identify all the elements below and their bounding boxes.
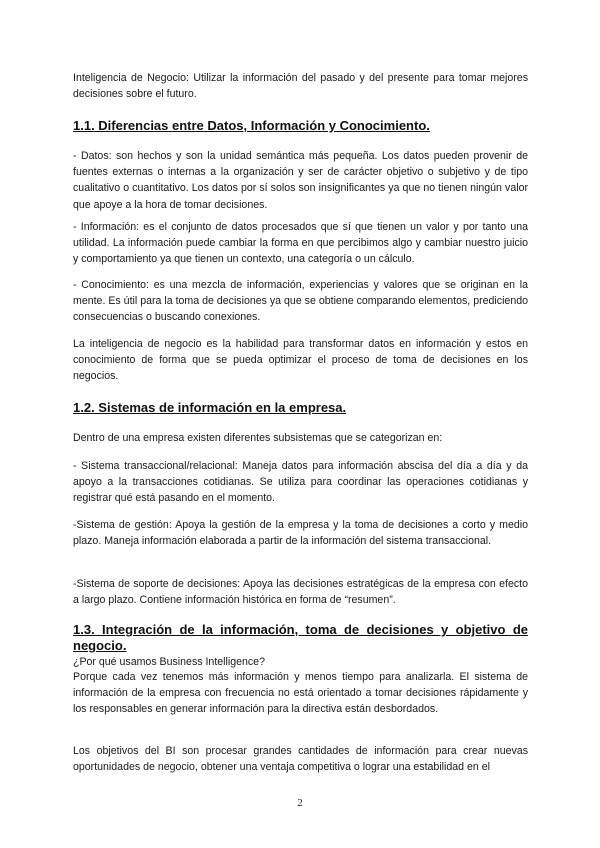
page-number: 2 xyxy=(297,797,303,809)
paragraph-soporte: -Sistema de soporte de decisiones: Apoya las decisiones estratégicas de la empresa con efecto a largo plazo. Contiene información histórica en forma de “resumen”. xyxy=(73,578,528,607)
paragraph-informacion: - Información: es el conjunto de datos procesados que sí que tienen un valor y por tanto una utilidad. La información puede cambiar la forma en que percibimos algo y cambiar nuestro juicio y comportamiento ya que tienen un contexto, una categoría o un cálculo. xyxy=(73,221,528,266)
bi-question: ¿Por qué usamos Business Intelligence? xyxy=(73,656,265,668)
paragraph-subsistemas: Dentro de una empresa existen diferentes subsistemas que se categorizan en: xyxy=(73,432,443,444)
paragraph-transaccional: - Sistema transaccional/relacional: Maneja datos para información abscisa del día a día y da apoyo a la transacciones cotidianas. Se utiliza para coordinar las operaciones cotidianas y registrar qué está pasando en el momento. xyxy=(73,460,528,505)
intro-paragraph: Inteligencia de Negocio: Utilizar la información del pasado y del presente para tomar mejores decisiones sobre el futuro. xyxy=(73,72,528,101)
heading-1-3: 1.3. Integración de la información, toma de decisiones y objetivo de negocio. xyxy=(73,622,528,653)
heading-1-2: 1.2. Sistemas de información en la empresa. xyxy=(73,400,347,415)
paragraph-objetivos: Los objetivos del BI son procesar grandes cantidades de información para crear nuevas oportunidades de negocio, obtener una ventaja competitiva o lograr una estabilidad en el xyxy=(73,745,528,774)
paragraph-inteligencia: La inteligencia de negocio es la habilidad para transformar datos en información y estos en conocimiento de forma que se pueda optimizar el proceso de toma de decisiones en los negocios. xyxy=(73,338,528,383)
paragraph-datos: - Datos: son hechos y son la unidad semántica más pequeña. Los datos pueden provenir de fuentes externas o internas a la organización y ser de carácter objetivo o subjetivo y de tipo cualitativo o cuantitativo. Los datos por sí solos son insignificantes ya que no tienen ningún valor que apoye a la hora de tomar decisiones. xyxy=(73,150,528,211)
paragraph-gestion: -Sistema de gestión: Apoya la gestión de la empresa y la toma de decisiones a corto y medio plazo. Maneja información elaborada a partir de la información del sistema transaccional. xyxy=(73,519,528,548)
paragraph-conocimiento: - Conocimiento: es una mezcla de información, experiencias y valores que se originan en la mente. Es útil para la toma de decisiones ya que se obtiene comparando elementos, prediciendo consecuencias o buscando conexiones. xyxy=(73,279,528,324)
heading-1-1: 1.1. Diferencias entre Datos, Información y Conocimiento. xyxy=(73,118,430,133)
paragraph-porque: Porque cada vez tenemos más información y menos tiempo para analizarla. El sistema de información de la empresa con frecuencia no está orientado a tomar decisiones rápidamente y los responsables en generar información para la directiva están desbordados. xyxy=(73,671,528,716)
